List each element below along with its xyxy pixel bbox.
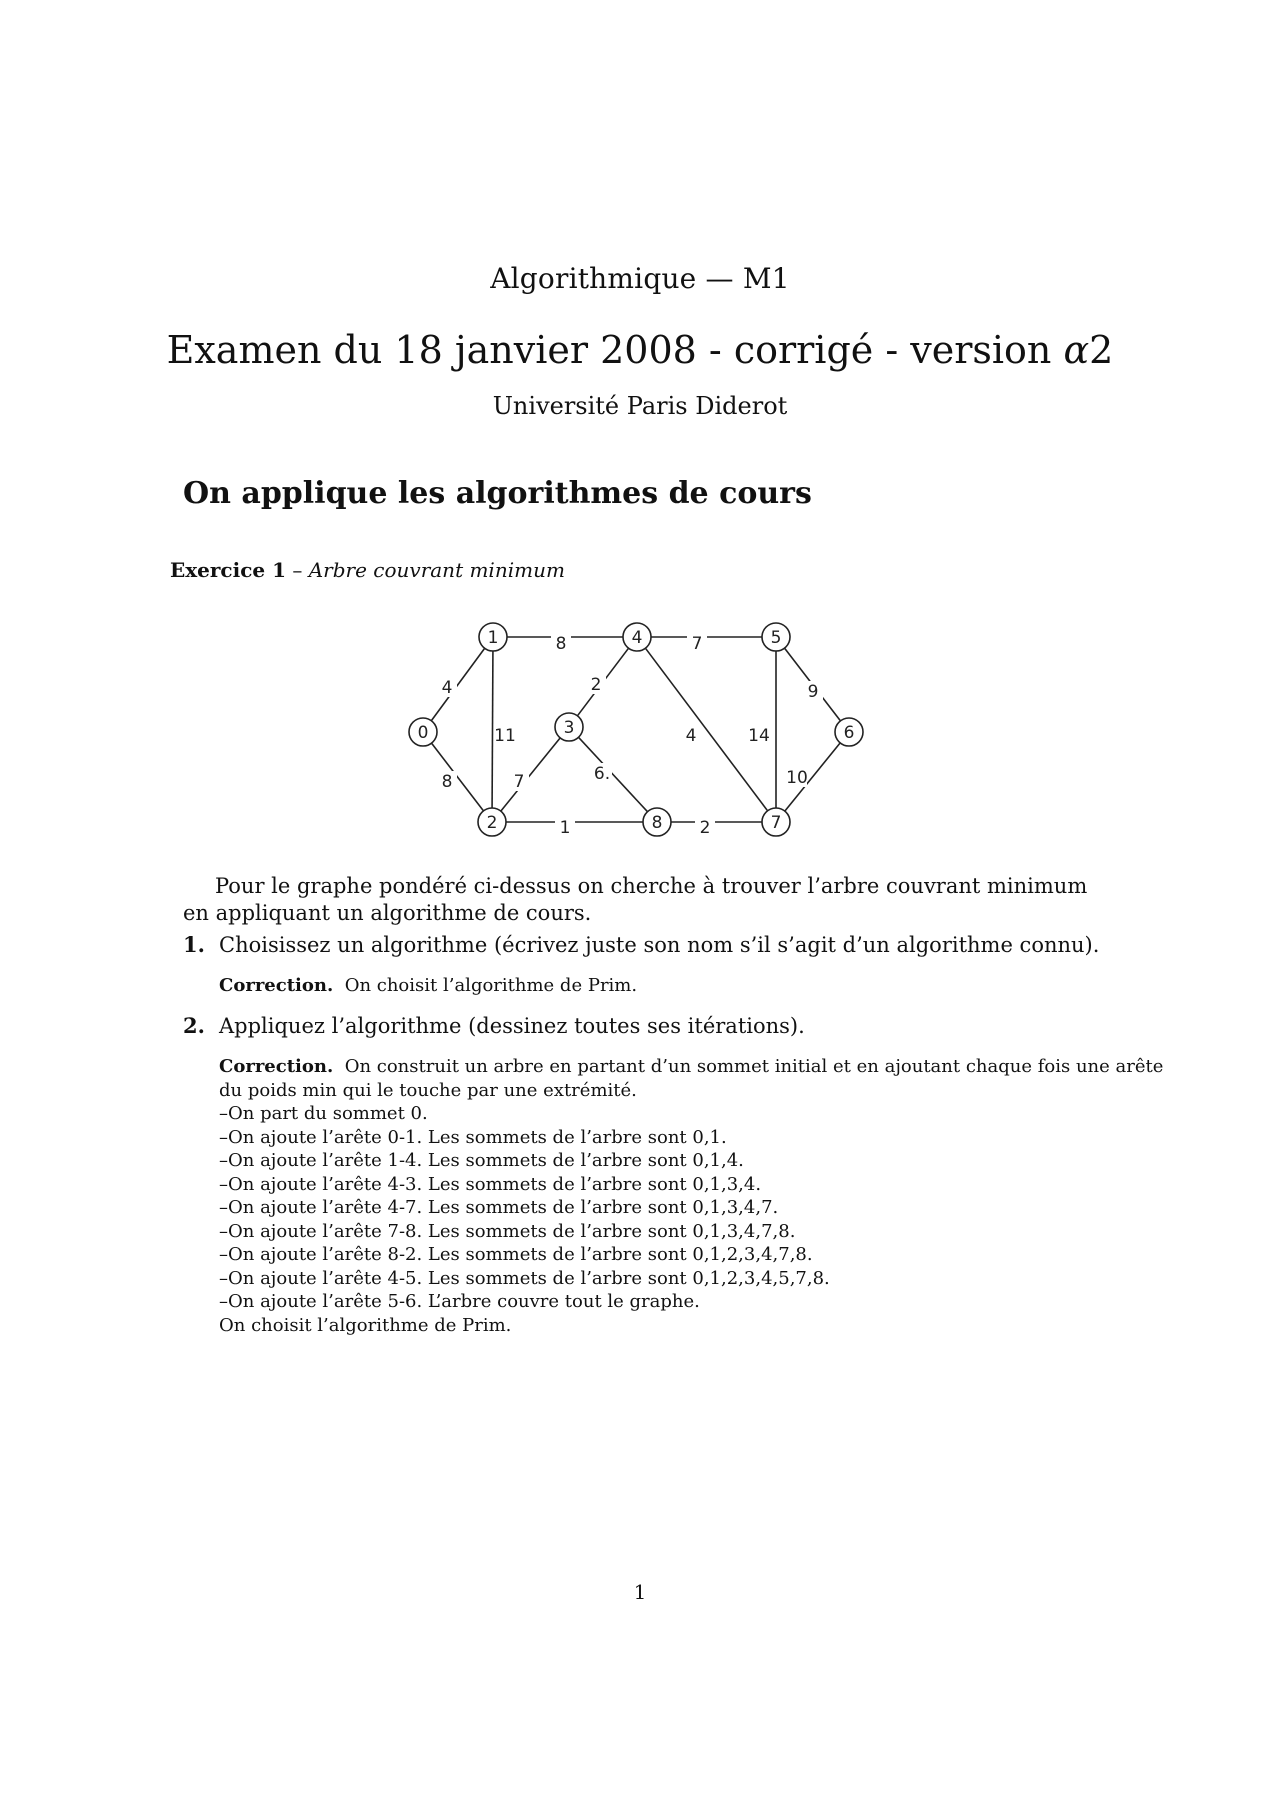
question-2-text: Appliquez l’algorithme (dessinez toutes ses itérations). [219, 1014, 805, 1038]
question-1-number: 1. [183, 932, 205, 957]
graph-edge-weight-1-4: 8 [555, 634, 567, 654]
graph-edge-weight-4-3: 2 [590, 675, 602, 695]
correction-2-line: –On ajoute l’arête 4-7. Les sommets de l’arbre sont 0,1,3,4,7. [219, 1197, 779, 1218]
graph-node-label-2: 2 [486, 813, 498, 833]
correction-2 [219, 1055, 1164, 1337]
graph-edge-weight-3-2: 7 [513, 772, 525, 792]
correction-2-line: –On ajoute l’arête 4-5. Les sommets de l’arbre sont 0,1,2,3,4,5,7,8. [219, 1267, 830, 1289]
correction-1-label: Correction. [219, 975, 334, 996]
exercise-heading [170, 558, 565, 582]
question-2-number: 2. [183, 1013, 205, 1038]
graph-edge-3-8 [579, 737, 648, 811]
correction-2-line: –On part du sommet 0. [219, 1103, 428, 1124]
graph-node-label-5: 5 [770, 628, 782, 648]
correction-1-text: On choisit l’algorithme de Prim. [344, 975, 638, 996]
graph-edge-weight-4-5: 7 [691, 634, 703, 654]
correction-2-line: –On ajoute l’arête 7-8. Les sommets de l’arbre sont 0,1,3,4,7,8. [219, 1220, 796, 1242]
exam-title [0, 328, 1280, 372]
graph-edge-weight-1-2: 11 [494, 726, 516, 746]
graph-node-label-7: 7 [770, 813, 782, 833]
correction-2-line: du poids min qui le touche par une extrémité. [219, 1079, 637, 1101]
exam-title-version: 2 [1089, 328, 1114, 372]
graph-edge-weight-0-2: 8 [441, 772, 453, 792]
graph-edge-1-2 [492, 651, 493, 808]
exercise-label: Exercice 1 [170, 558, 286, 582]
graph-node-label-4: 4 [631, 628, 643, 648]
section-title: On applique les algorithmes de cours [183, 476, 812, 511]
university-name: Université Paris Diderot [492, 392, 788, 420]
graph-edge-weight-0-1: 4 [441, 678, 453, 698]
correction-2-label: Correction. [219, 1056, 334, 1077]
graph-node-label-6: 6 [843, 723, 855, 743]
graph-edge-weight-5-6: 9 [807, 682, 819, 702]
graph-node-label-0: 0 [417, 723, 429, 743]
graph-edge-weight-6-7: 10 [786, 768, 808, 788]
correction-2-line: –On ajoute l’arête 1-4. Les sommets de l’arbre sont 0,1,4. [219, 1150, 744, 1171]
correction-2-line: On choisit l’algorithme de Prim. [219, 1314, 512, 1336]
graph-edge-weight-4-7: 4 [685, 726, 697, 746]
page-number: 1 [633, 1580, 647, 1604]
weighted-graph-figure [395, 615, 905, 850]
question-1-text: Choisissez un algorithme (écrivez juste son nom s’il s’agit d’un algorithme connu). [219, 933, 1100, 957]
question-2 [183, 1013, 805, 1038]
correction-2-line: –On ajoute l’arête 4-3. Les sommets de l’arbre sont 0,1,3,4. [219, 1173, 762, 1195]
correction-2-line: –On ajoute l’arête 0-1. Les sommets de l’arbre sont 0,1. [219, 1126, 727, 1148]
exercise-intro: Pour le graphe pondéré ci-dessus on cherche à trouver l’arbre couvrant minimum en appliquant un algorithme de cours. [183, 874, 1088, 925]
graph-node-label-1: 1 [487, 628, 499, 648]
graph-edge-weight-3-8: 6. [593, 764, 611, 784]
correction-2-line: –On ajoute l’arête 5-6. L’arbre couvre tout le graphe. [219, 1291, 700, 1312]
correction-1 [219, 974, 1103, 998]
question-1 [183, 932, 1099, 957]
correction-2-line: –On ajoute l’arête 8-2. Les sommets de l’arbre sont 0,1,2,3,4,7,8. [219, 1244, 813, 1265]
graph-edge-weight-5-7: 14 [748, 726, 770, 746]
graph-node-label-3: 3 [563, 718, 575, 738]
correction-2-line [219, 1055, 1164, 1079]
exam-title-alpha: α [1063, 328, 1090, 372]
graph-node-label-8: 8 [651, 813, 663, 833]
graph-edge-weight-2-8: 1 [559, 818, 571, 838]
graph-edge-weight-8-7: 2 [699, 818, 711, 838]
course-title: Algorithmique — M1 [490, 262, 790, 295]
exercise-subtitle: Arbre couvrant minimum [308, 558, 565, 582]
correction-2-line-text: On construit un arbre en partant d’un sommet initial et en ajoutant chaque fois une arête [344, 1056, 1164, 1077]
exercise-dash: – [286, 558, 309, 582]
exam-title-main: Examen du 18 janvier 2008 - corrigé - version [166, 328, 1064, 372]
